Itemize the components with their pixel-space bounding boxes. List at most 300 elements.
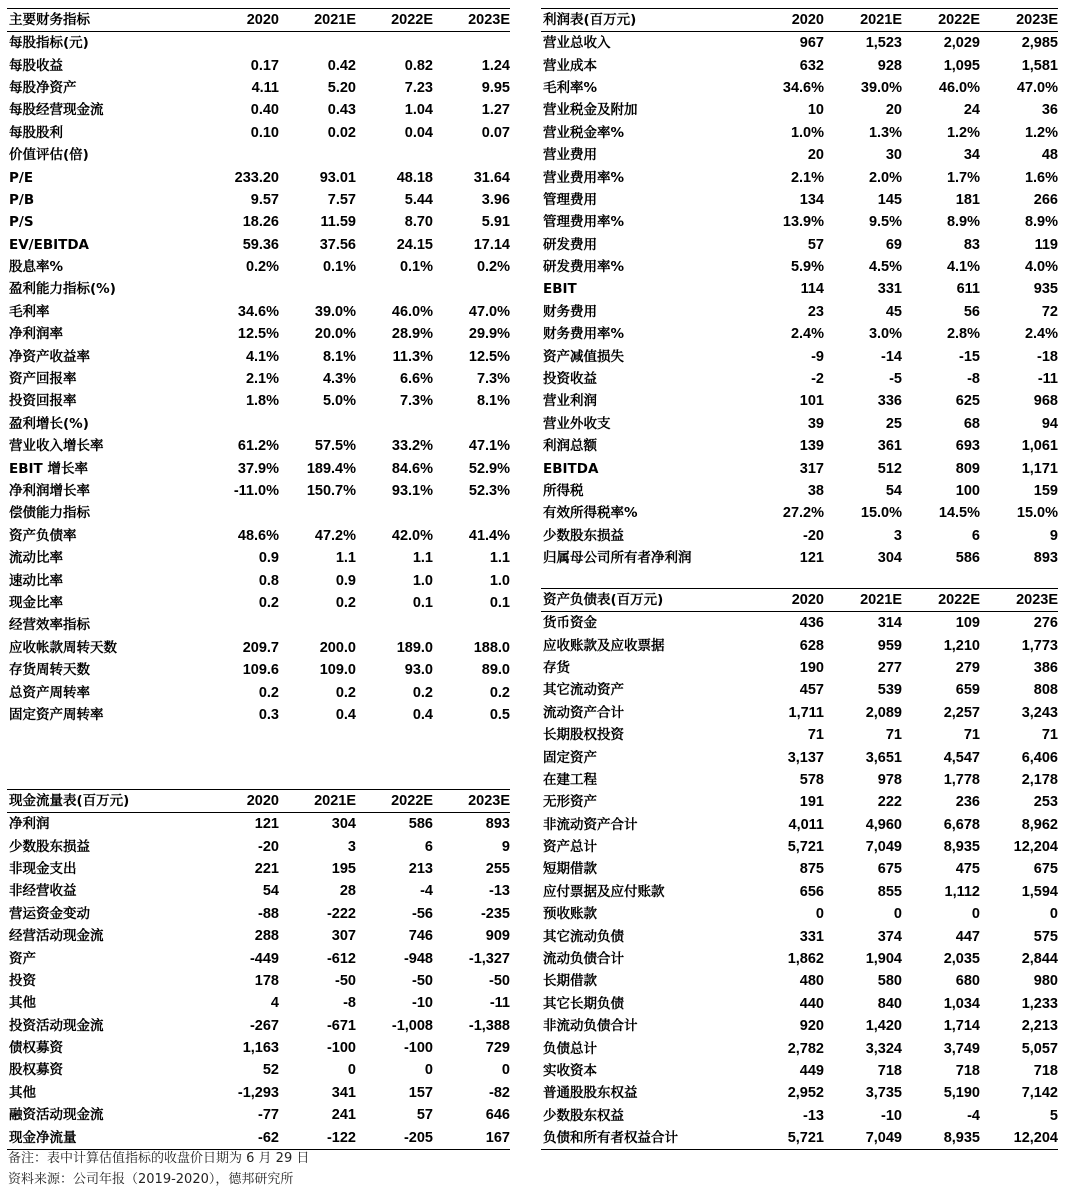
cell-value: 12.5% xyxy=(468,348,510,365)
cell-value: 277 xyxy=(877,659,902,676)
table-row xyxy=(541,54,1058,76)
cell-value: 39.0% xyxy=(860,79,902,96)
cell-value: 8,962 xyxy=(1021,816,1058,833)
cell-value: 93.0 xyxy=(404,662,433,679)
table-row xyxy=(7,835,510,857)
cell-value: 628 xyxy=(799,637,824,654)
cell-value: 189.4% xyxy=(306,460,356,477)
column-header: 2022E xyxy=(902,589,980,612)
column-header: 2021E xyxy=(824,9,902,32)
cell-value xyxy=(202,32,279,55)
cell-value: 56 xyxy=(963,303,980,320)
cell-value: 809 xyxy=(955,460,980,477)
row-label: 普通股股东权益 xyxy=(543,1085,638,1102)
cell-value: 119 xyxy=(1034,236,1058,253)
cell-value: -20 xyxy=(258,838,279,855)
cell-value: 1,778 xyxy=(943,771,980,788)
cell-value: 2.4% xyxy=(1024,326,1058,343)
cell-value: 29.9% xyxy=(468,326,510,343)
row-label: P/B xyxy=(9,191,35,208)
cell-value: 14.5% xyxy=(938,505,980,522)
row-label: 管理费用 xyxy=(543,191,597,208)
cell-value: 0.07 xyxy=(481,124,510,141)
column-header: 2023E xyxy=(433,790,510,813)
cell-value: 288 xyxy=(254,928,279,945)
cell-value: -222 xyxy=(326,905,356,922)
cell-value: 157 xyxy=(408,1084,433,1101)
cell-value: 0.17 xyxy=(250,57,279,74)
cell-value: -77 xyxy=(258,1107,279,1124)
cell-value: 959 xyxy=(877,637,902,654)
cell-value: 632 xyxy=(799,57,824,74)
cell-value: 54 xyxy=(885,483,902,499)
table-row xyxy=(7,858,510,880)
cell-value: 1.04 xyxy=(404,102,433,119)
table-row xyxy=(7,569,510,591)
cell-value: 181 xyxy=(955,191,980,208)
cell-value: 1,773 xyxy=(1021,637,1058,654)
cell-value: 48.18 xyxy=(396,169,433,186)
row-label: 应付票据及应付账款 xyxy=(543,883,665,900)
table-row xyxy=(7,1104,510,1126)
cell-value: -948 xyxy=(403,950,433,967)
cell-value: -8 xyxy=(967,371,980,388)
cell-value xyxy=(433,278,510,300)
cell-value: 1.0 xyxy=(412,572,433,589)
row-label: EV/EBITDA xyxy=(9,236,89,253)
row-label: 盈利增长(%) xyxy=(9,415,89,432)
cell-value: 18.26 xyxy=(242,214,279,231)
row-label: 无形资产 xyxy=(543,794,597,811)
cell-value xyxy=(279,278,356,300)
cell-value: 266 xyxy=(1033,191,1058,208)
cell-value: 93.1% xyxy=(391,483,433,499)
cell-value: -4 xyxy=(967,1107,980,1124)
table-row xyxy=(541,99,1058,121)
row-label: 营业成本 xyxy=(543,57,597,74)
table-row xyxy=(7,1037,510,1059)
row-label: 实收资本 xyxy=(543,1063,597,1079)
row-label: 负债总计 xyxy=(543,1040,597,1057)
table-row xyxy=(7,301,510,323)
cell-value: 12.5% xyxy=(237,326,279,343)
row-label: 净资产收益率 xyxy=(9,348,90,365)
table-row xyxy=(7,880,510,902)
cell-value: 8,935 xyxy=(902,1127,980,1150)
table-row xyxy=(7,480,510,502)
cell-value: 680 xyxy=(955,973,980,990)
row-label: 投资回报率 xyxy=(9,393,77,410)
cell-value: 331 xyxy=(799,928,824,945)
cell-value xyxy=(433,502,510,524)
table-row xyxy=(7,903,510,925)
column-header: 2023E xyxy=(433,9,510,32)
table-row xyxy=(7,99,510,121)
cell-value: 304 xyxy=(877,550,902,567)
cell-value: 693 xyxy=(955,438,980,455)
cell-value: 1,061 xyxy=(1021,438,1058,455)
cell-value: 84.6% xyxy=(391,460,433,477)
cell-value: 2.4% xyxy=(790,326,824,343)
row-label: 研发费用率% xyxy=(543,259,625,276)
cell-value: -612 xyxy=(326,950,356,967)
row-label: EBITDA xyxy=(543,460,599,477)
cell-value: 0.10 xyxy=(250,124,279,141)
cell-value: 3,324 xyxy=(865,1040,902,1057)
cell-value: 233.20 xyxy=(234,169,279,186)
table-row xyxy=(541,903,1058,925)
cell-value: 39 xyxy=(807,415,824,432)
cell-value: -100 xyxy=(326,1040,356,1057)
row-label: 少数股东损益 xyxy=(543,527,624,544)
cell-value: 167 xyxy=(433,1126,510,1149)
column-header: 2023E xyxy=(980,9,1058,32)
row-label: 股息率% xyxy=(9,259,64,276)
cell-value: 447 xyxy=(955,928,980,945)
cell-value: 1,594 xyxy=(1021,883,1058,900)
row-label: 营业利润 xyxy=(543,393,597,410)
row-label: 资产总计 xyxy=(543,839,597,856)
row-label: 资产回报率 xyxy=(9,371,77,388)
row-label: 经营活动现金流 xyxy=(9,928,104,945)
cell-value xyxy=(433,144,510,166)
row-label: 非经营收益 xyxy=(9,883,77,900)
cell-value: 5 xyxy=(1049,1107,1058,1124)
cell-value: 6 xyxy=(424,838,433,855)
cell-value: 0.9 xyxy=(258,550,279,567)
table-row xyxy=(7,211,510,233)
cell-value: 1.3% xyxy=(868,124,902,141)
table-row xyxy=(7,947,510,969)
row-label: 负债和所有者权益合计 xyxy=(541,1127,746,1150)
table-row xyxy=(7,614,510,636)
cell-value: 575 xyxy=(1033,928,1058,945)
cell-value: 48.6% xyxy=(237,527,279,544)
cell-value: 71 xyxy=(963,727,980,744)
table-row xyxy=(7,77,510,99)
cell-value: 31.64 xyxy=(473,169,510,186)
cell-value: 52.9% xyxy=(468,460,510,477)
row-label: 盈利能力指标(%) xyxy=(9,281,116,298)
cell-value: -18 xyxy=(1037,348,1058,365)
cell-value: -20 xyxy=(803,527,824,544)
row-label: 流动资产合计 xyxy=(543,704,624,721)
cell-value: 8.70 xyxy=(404,214,433,231)
cell-value: -82 xyxy=(489,1084,510,1101)
cell-value: 746 xyxy=(408,928,433,945)
cell-value: 4,960 xyxy=(865,816,902,833)
cell-value: 2.0% xyxy=(868,169,902,186)
table-row xyxy=(7,970,510,992)
cell-value: 134 xyxy=(799,191,824,208)
row-label: 毛利率 xyxy=(9,303,50,320)
cell-value: 6,406 xyxy=(1021,749,1058,766)
cell-value: 28 xyxy=(339,883,356,900)
cell-value: 1,711 xyxy=(788,704,824,721)
cell-value: 7.57 xyxy=(327,191,356,208)
income-statement-table xyxy=(541,8,1058,569)
table-row xyxy=(541,301,1058,323)
cell-value: 4.5% xyxy=(868,259,902,276)
cell-value: 0 xyxy=(893,906,902,923)
cell-value: 578 xyxy=(799,771,824,788)
table-row xyxy=(541,769,1058,791)
table-row xyxy=(541,122,1058,144)
table-row xyxy=(7,234,510,256)
cell-value: 3.0% xyxy=(868,326,902,343)
cell-value: 4.1% xyxy=(245,348,279,365)
cell-value: 0.1 xyxy=(489,594,510,611)
cell-value: 241 xyxy=(331,1107,356,1124)
cell-value xyxy=(433,32,510,55)
table-row xyxy=(541,993,1058,1015)
cell-value: 52 xyxy=(262,1062,279,1079)
row-label: 每股净资产 xyxy=(9,79,77,96)
cell-value: 2,782 xyxy=(787,1040,824,1057)
cell-value: 23 xyxy=(807,303,824,320)
cell-value: 307 xyxy=(331,928,356,945)
table-row xyxy=(541,1015,1058,1037)
row-label: 其他 xyxy=(9,1084,36,1101)
cell-value: 37.56 xyxy=(319,236,356,253)
cell-value: 928 xyxy=(877,57,902,74)
table-row xyxy=(541,234,1058,256)
cell-value: 1,714 xyxy=(943,1018,980,1035)
cell-value: 2,257 xyxy=(943,704,980,721)
cell-value: 27.2% xyxy=(782,505,824,522)
column-header: 2020 xyxy=(746,589,824,612)
cell-value: 808 xyxy=(1033,682,1058,699)
table-row xyxy=(7,813,510,836)
cell-value: 2,213 xyxy=(1021,1018,1058,1035)
cell-value: 57 xyxy=(416,1107,433,1124)
row-label: 财务费用 xyxy=(543,303,597,320)
column-header: 2022E xyxy=(356,790,433,813)
cell-value: 5,057 xyxy=(1021,1040,1058,1057)
table-header-row xyxy=(541,589,1058,612)
table-row xyxy=(541,323,1058,345)
table-row xyxy=(541,1105,1058,1127)
cell-value: 0.2 xyxy=(335,594,356,611)
table-row xyxy=(7,1126,510,1149)
cell-value: 1,112 xyxy=(944,883,980,900)
table-row xyxy=(7,992,510,1014)
cell-value: 2,178 xyxy=(1021,771,1058,788)
cell-value xyxy=(433,614,510,636)
cash-flow-statement-table xyxy=(7,789,510,1150)
cell-value: 4.0% xyxy=(1024,259,1058,276)
table-row xyxy=(541,634,1058,656)
cell-value: 47.0% xyxy=(1016,79,1058,96)
row-label: 每股经营现金流 xyxy=(9,102,104,119)
row-label: 研发费用 xyxy=(543,236,597,253)
cell-value: 1,420 xyxy=(865,1018,902,1035)
cell-value: 8.9% xyxy=(946,214,980,231)
cell-value: 4.11 xyxy=(251,79,279,96)
row-label: 其它流动负债 xyxy=(543,928,624,945)
cell-value: 2.1% xyxy=(790,169,824,186)
cell-value: 11.3% xyxy=(392,348,433,365)
table-row xyxy=(7,32,510,55)
column-header: 2020 xyxy=(202,790,279,813)
cell-value: 1,210 xyxy=(943,637,980,654)
row-label: 有效所得税率% xyxy=(543,505,638,522)
cell-value: -11 xyxy=(1037,371,1058,388)
cell-value: 200.0 xyxy=(319,639,356,656)
cell-value: 4.1% xyxy=(946,259,980,276)
cell-value: 580 xyxy=(877,973,902,990)
cell-value: 101 xyxy=(799,393,824,410)
cell-value: 3,243 xyxy=(1021,704,1058,721)
cell-value: 1,523 xyxy=(865,35,902,52)
table-row xyxy=(7,368,510,390)
cell-value: -4 xyxy=(420,883,433,900)
cell-value: -8 xyxy=(343,995,356,1012)
row-label: 预收账款 xyxy=(543,906,597,923)
row-label: 少数股东权益 xyxy=(543,1107,624,1124)
cell-value: -235 xyxy=(480,905,510,922)
cell-value: 8.9% xyxy=(1024,214,1058,231)
row-label: 每股指标(元) xyxy=(9,35,89,52)
row-label: 少数股东损益 xyxy=(9,838,90,855)
cell-value: -1,293 xyxy=(237,1084,279,1101)
table-header-row xyxy=(7,9,510,32)
row-label: 营业费用率% xyxy=(543,169,625,186)
cell-value: 0.82 xyxy=(404,57,433,74)
table-title: 资产负债表(百万元) xyxy=(541,589,746,612)
cell-value: 1.7% xyxy=(946,169,980,186)
table-row xyxy=(541,144,1058,166)
cell-value: 15.0% xyxy=(860,505,902,522)
table-row xyxy=(7,189,510,211)
cell-value: 8.1% xyxy=(476,393,510,410)
cell-value: 71 xyxy=(1041,727,1058,744)
cell-value: 611 xyxy=(956,281,980,298)
cell-value: 893 xyxy=(485,816,510,833)
cell-value: 20 xyxy=(885,102,902,119)
cell-value: 718 xyxy=(877,1063,902,1079)
cell-value: -2 xyxy=(811,371,824,388)
cell-value: 2,029 xyxy=(943,35,980,52)
cell-value: 236 xyxy=(955,794,980,811)
table-row xyxy=(7,1059,510,1081)
row-label: 投资活动现金流 xyxy=(9,1017,104,1034)
row-label: 归属母公司所有者净利润 xyxy=(543,550,692,567)
table-title: 主要财务指标 xyxy=(7,9,202,32)
cell-value: 855 xyxy=(877,883,902,900)
cell-value: 57.5% xyxy=(314,438,356,455)
cell-value: 331 xyxy=(877,281,902,298)
cell-value xyxy=(279,32,356,55)
table-row xyxy=(541,657,1058,679)
table-row xyxy=(541,413,1058,435)
table-row xyxy=(541,948,1058,970)
table-title: 利润表(百万元) xyxy=(541,9,746,32)
cell-value: 0.2% xyxy=(476,259,510,276)
cell-value: 5,721 xyxy=(787,839,824,856)
row-label: 投资收益 xyxy=(543,371,597,388)
table-row xyxy=(541,345,1058,367)
row-label: 应收账款及应收票据 xyxy=(543,637,665,654)
row-label: 速动比率 xyxy=(9,572,63,589)
cell-value xyxy=(356,144,433,166)
cell-value xyxy=(279,413,356,435)
row-label: 资产 xyxy=(9,950,36,967)
cell-value: 37.9% xyxy=(237,460,279,477)
table-row xyxy=(541,525,1058,547)
cell-value: 8,935 xyxy=(943,839,980,856)
cell-value: -50 xyxy=(335,972,356,989)
cell-value: 13.9% xyxy=(782,214,824,231)
cell-value: 42.0% xyxy=(391,527,433,544)
table-row xyxy=(7,435,510,457)
cell-value: 4,011 xyxy=(788,816,824,833)
row-label: 长期股权投资 xyxy=(543,727,624,744)
row-label: 净利润 xyxy=(9,816,50,833)
cell-value: 5.44 xyxy=(404,191,433,208)
cell-value: -11.0% xyxy=(233,483,279,499)
cell-value: -267 xyxy=(249,1017,279,1034)
table-header-row xyxy=(7,790,510,813)
cell-value: 36 xyxy=(1041,102,1058,119)
cell-value: -11 xyxy=(489,995,510,1012)
row-label: 每股股利 xyxy=(9,124,63,141)
cell-value: 10 xyxy=(807,102,824,119)
table-title: 现金流量表(百万元) xyxy=(7,790,202,813)
row-label: 营运资金变动 xyxy=(9,905,90,922)
table-row xyxy=(541,1127,1058,1150)
cell-value: 0.9 xyxy=(335,572,356,589)
cell-value xyxy=(279,144,356,166)
cell-value: 159 xyxy=(1033,483,1058,499)
cell-value: 449 xyxy=(799,1063,824,1079)
cell-value: 9.57 xyxy=(250,191,279,208)
table-row xyxy=(541,256,1058,278)
cell-value: 1,904 xyxy=(865,951,902,968)
cell-value: 45 xyxy=(885,303,902,320)
row-label: 净利润增长率 xyxy=(9,483,90,499)
cell-value: 3,735 xyxy=(865,1085,902,1102)
cell-value: 89.0 xyxy=(481,662,510,679)
cell-value: -88 xyxy=(258,905,279,922)
cell-value: 0.2 xyxy=(258,594,279,611)
cell-value xyxy=(356,278,433,300)
cell-value: 5,721 xyxy=(746,1127,824,1150)
cell-value: 3.96 xyxy=(481,191,510,208)
table-row xyxy=(7,1015,510,1037)
cell-value: 9.5% xyxy=(868,214,902,231)
cell-value: 1.1 xyxy=(489,550,510,567)
cell-value: 978 xyxy=(877,771,902,788)
cell-value: 0 xyxy=(1049,906,1058,923)
row-label: 债权募资 xyxy=(9,1040,63,1057)
column-header: 2020 xyxy=(202,9,279,32)
cell-value: 893 xyxy=(1033,550,1058,567)
cell-value: 0.42 xyxy=(327,57,356,74)
row-label: 固定资产周转率 xyxy=(9,706,104,723)
row-label: 其他 xyxy=(9,995,36,1012)
table-row xyxy=(541,925,1058,947)
cell-value: 1,163 xyxy=(242,1040,279,1057)
cell-value: 9.95 xyxy=(481,79,510,96)
table-row xyxy=(7,637,510,659)
cell-value: 0 xyxy=(971,906,980,923)
cell-value: 61.2% xyxy=(237,438,279,455)
cell-value: 1,034 xyxy=(943,995,980,1012)
row-label: 其它长期负债 xyxy=(543,995,624,1012)
cell-value: 0.1% xyxy=(322,259,356,276)
cell-value: 191 xyxy=(799,794,824,811)
